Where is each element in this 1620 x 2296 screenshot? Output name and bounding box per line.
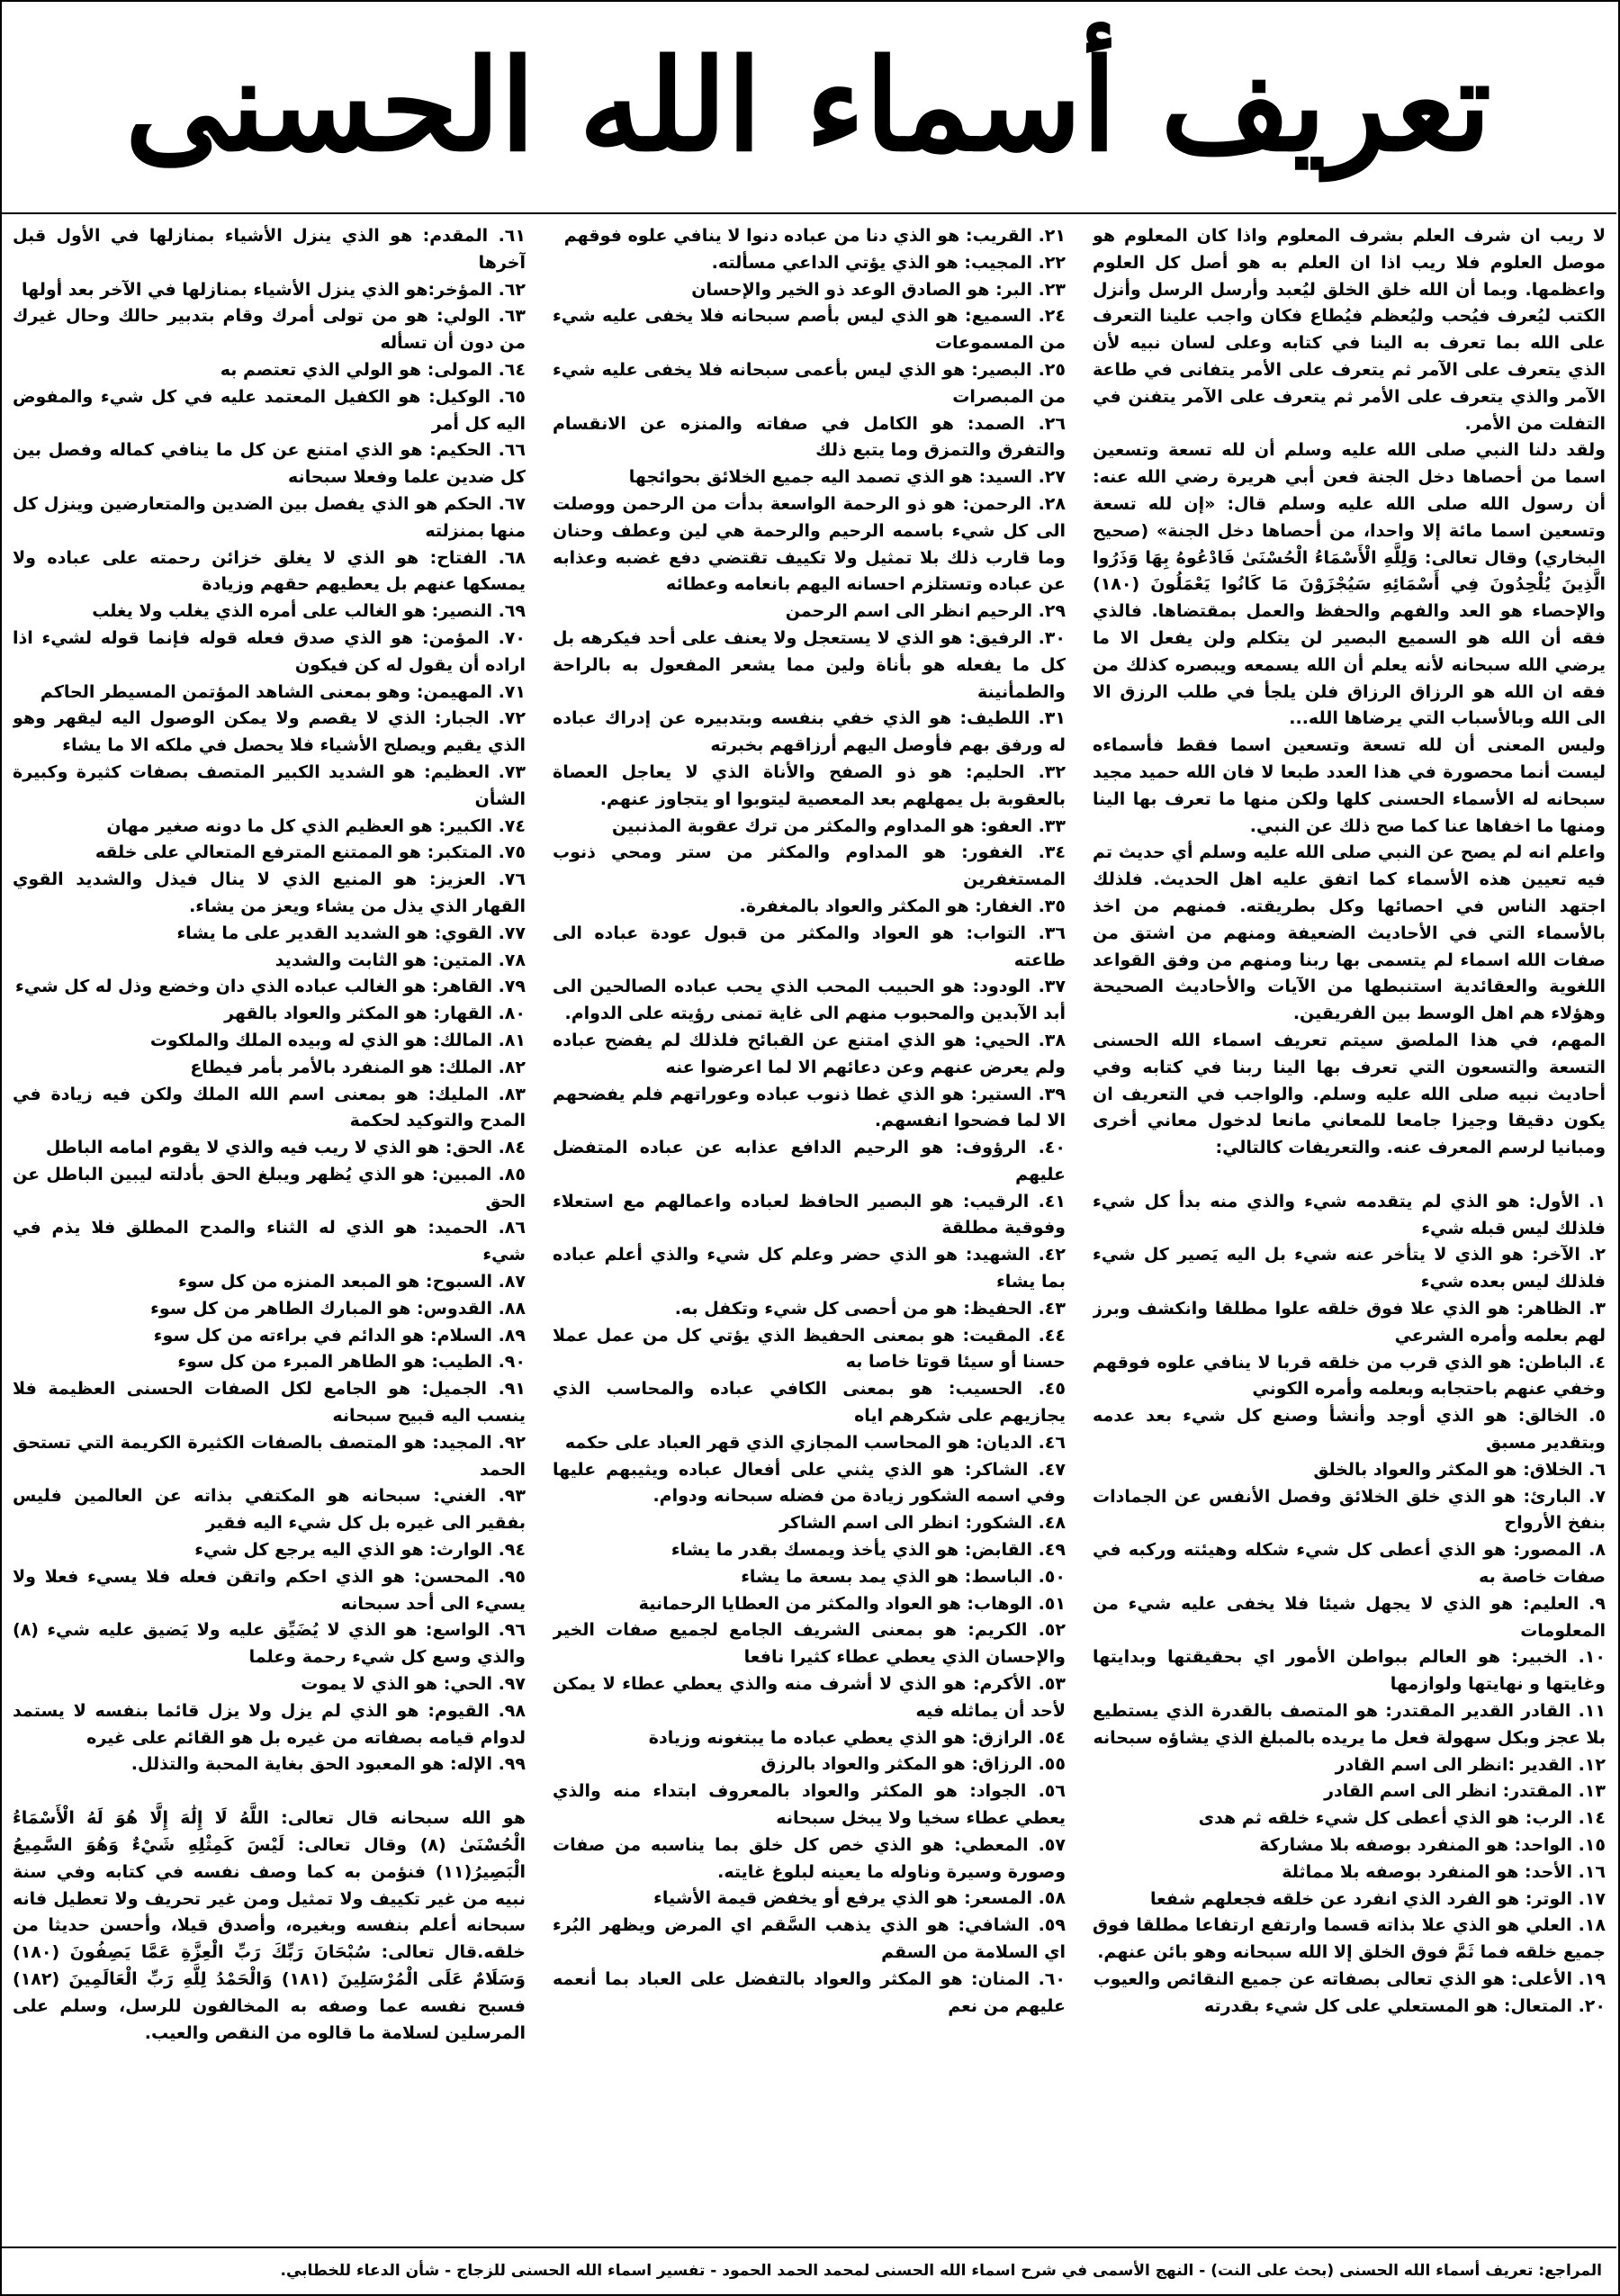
name-definition: ٧٠. المؤمن: هو الذي صدق فعله قوله فإنما قوله لشيء اذا اراده أن يقول له كن فيكون <box>13 627 526 675</box>
name-definition: ٧٤. الكبير: هو العظيم الذي كل ما دونه صغير مهان <box>106 815 526 836</box>
name-definition: ١. الأول: هو الذي لم يتقدمه شيء والذي منه بدأ كل شيء فلذلك ليس قبله شيء <box>1093 1191 1606 1238</box>
name-definition: ٥. الخالق: هو الذي أوجد وأنشأ وصنع كل شيء بعد عدمه وبتقدير مسبق <box>1093 1406 1606 1454</box>
name-definition: ٤٤. المقيت: هو بمعنى الحفيظ الذي يؤتي كل من عمل عملا حسنا أو سيئا قوتا خاصا به <box>553 1325 1066 1373</box>
name-definition: ١٠. الخبير: هو العالم ببواطن الأمور اي بحقيقتها وبدايتها وغايتها و نهايتها ولوازمها <box>1093 1647 1606 1695</box>
name-definition: ٢١. القريب: هو الذي دنا من عباده دنوا لا ينافي علوه فوقهم <box>563 226 1066 246</box>
name-definition: ٣٥. الغفار: هو المكثر والعواد بالمغفرة. <box>739 896 1066 916</box>
name-definition: ٨٦. الحميد: هو الذي له الثناء والمدح المطلق فلا يذم في شيء <box>13 1218 526 1265</box>
name-definition: ٢٣. البر: هو الصادق الوعد ذو الخير والإحسان <box>691 279 1066 300</box>
name-definition: ٤٩. القابض: هو الذي يأخذ ويمسك بقدر ما يشاء <box>670 1540 1066 1561</box>
name-definition: ٦٥. الوكيل: هو الكفيل المعتمد عليه في كل شيء والمفوض اليه كل أمر <box>13 386 526 434</box>
page-title: تعريف أسماء الله الحسنى <box>124 32 1492 180</box>
name-definition: ٧٧. القوي: هو الشديد القدير على ما يشاء <box>176 923 526 943</box>
name-definition: ١١. القادر القدير المقتدر: هو المتصف بالقدرة الذي يستطيع بلا عجز وبكل سهولة فعل ما يريده بالمبلغ الذي يشاؤه سبحانه <box>1093 1701 1606 1748</box>
intro-paragraph: لا ريب ان شرف العلم بشرف المعلوم واذا كان المعلوم هو موصل العلوم فلا ريب اذا ان العلم به هو أصل كل العلوم واعظمها. وبما أن الله خلق الخلق ليُعبد وأرسل الرسل وأنزل الكتب ليُعرف فيُحب وليُعظم فيُطاع فكان واجب علينا التعرف على الله بما تعرف به الينا في كتابه وعلى لسان نبيه لأن الذي يتعرف على الآمر ثم يتعرف على الأمر يتفانى في طاعة الآمر والذي يتعرف على الأمر ثم يتعرف على الآمر يتفنن في التفلت من الأمر. <box>1093 226 1606 434</box>
intro-paragraph: واعلم انه لم يصح عن النبي صلى الله عليه وسلم أي حديث تم فيه تعيين هذه الأسماء كما اتفق عليه اهل الحديث. فلذلك اجتهد الناس في احصائها وكل بطريقته. فمنهم من اخذ بالأسماء التي في الأحاديث الضعيفة ومنهم من اشتق من صفات الله اسماء لم يتسمى بها ربنا ومنهم من وفق القواعد اللغوية والعقائدية استنبطها من الآيات والأحاديث الصحيحة وهؤلاء هم اهل الوسط بين الفريقين. <box>1093 842 1606 1024</box>
name-definition: ١٧. الوتر: هو الفرد الذي انفرد عن خلقه فجعلهم شفعا <box>1150 1888 1606 1909</box>
name-definition: ٩١. الجميل: هو الجامع لكل الصفات الحسنى العظيمة فلا ينسب اليه قبيح سبحانه <box>13 1379 526 1427</box>
name-definition: ٩٥. المحسن: هو الذي احكم واتقن فعله فلا يسيء فعلا ولا يسيء الى أحد سبحانه <box>13 1566 526 1614</box>
name-definition: ٥٩. الشافي: هو الذي يذهب السَّقم اي المرض ويظهر البُرء اي السلامة من السقم <box>553 1915 1066 1962</box>
name-definition: ٩٣. الغني: سبحانه هو المكتفي بذاته عن العالمين فليس بفقير الى غيره بل كل شيء اليه فقير <box>13 1486 526 1534</box>
name-definition: ٤٣. الحفيظ: هو من أحصى كل شيء وتكفل به. <box>674 1298 1066 1319</box>
column-middle <box>553 223 1066 2236</box>
name-definition: ٥٦. الجواد: هو المكثر والعواد بالمعروف ابتداء منه والذي يعطي عطاء سخيا ولا يبخل سبحانه <box>553 1781 1066 1829</box>
name-definition: ٨٥. المبين: هو الذي يُظهر ويبلغ الحق بأدلته ليبين الباطل عن الحق <box>13 1164 526 1211</box>
column-left <box>13 223 526 2236</box>
name-definition: ٨١. المالك: هو الذي له وبيده الملك والملكوت <box>149 1030 526 1050</box>
name-definition: ٤١. الرقيب: هو البصير الحافظ لعباده واعمالهم مع استعلاء وفوقية مطلقة <box>553 1191 1066 1238</box>
name-definition: ١٩. الأعلى: هو الذي تعالى بصفاته عن جميع النقائص والعيوب <box>1093 1969 1606 1989</box>
name-definition: ٩٧. الحي: هو الذي لا يموت <box>301 1674 526 1695</box>
name-definition: ٨٨. القدوس: هو المبارك الطاهر من كل سوء <box>150 1298 526 1319</box>
name-definition: ٢٠. المتعال: هو المستعلي على كل شيء بقدرته <box>1203 1995 1606 2016</box>
spacer <box>1093 1162 1606 1189</box>
name-definition: ٣٧. الودود: هو الحبيب المحب الذي يحب عباده الصالحين الى أبد الآبدين والمحبوب منهم الى غاية تمنى رؤيته على الدوام. <box>553 977 1066 1024</box>
name-definition: ٣٣. العفو: هو المداوم والمكثر من ترك عقوبة المذنبين <box>612 815 1066 836</box>
name-definition: ٢٧. السيد: هو الذي تصمد اليه جميع الخلائق بحوائجها <box>628 467 1066 488</box>
name-definition: ٦٧. الحكم هو الذي يفصل بين الضدين والمتعارضين وينزل كل منها بمنزلته <box>13 493 526 541</box>
name-definition: ٦٠. المنان: هو المكثر والعواد بالتفضل على العباد بما أنعمه عليهم من نعم <box>553 1968 1066 2016</box>
name-definition: ٥٨. المسعر: هو الذي يرفع أو يخفض قيمة الأشياء <box>653 1888 1066 1909</box>
name-definition: ٤. الباطن: هو الذي قرب من خلقه قربا لا ينافي علوه فوقهم وخفي عنهم باحتجابه وبعلمه وأمره الكوني <box>1093 1352 1606 1400</box>
name-definition: ٢٩. الرحيم انظر الى اسم الرحمن <box>785 601 1066 622</box>
name-definition: ٨. المصور: هو الذي أعطى كل شيء شكله وهيئته وركبه في صفات خاصة به <box>1093 1540 1606 1588</box>
name-definition: ٧٨. المتين: هو الثابت والشديد <box>274 950 526 970</box>
name-definition: ٣٢. الحليم: هو ذو الصفح والأناة الذي لا يعاجل العصاة بالعقوبة بل يمهلهم بعد المعصية ليتوبوا او يتجاوز عنهم. <box>553 761 1066 809</box>
name-definition: ٤٢. الشهيد: هو الذي حضر وعلم كل شيء والذي أعلم عباده بما يشاء <box>553 1245 1066 1292</box>
name-definition: ٣٤. الغفور: هو المداوم والمكثر من ستر ومحي ذنوب المستغفرين <box>553 842 1066 890</box>
name-definition: ١٦. الأحد: هو المنفرد بوصفه بلا مماثلة <box>1282 1861 1606 1882</box>
name-definition: ٦١. المقدم: هو الذي ينزل الأشياء بمنازلها في الأول قبل آخرها <box>13 226 526 273</box>
name-definition: ٩٢. المجيد: هو المتصف بالصفات الكثيرة الكريمة التي تستحق الحمد <box>13 1432 526 1480</box>
name-definition: ٢٦. الصمد: هو الكامل في صفاته والمنزه عن الانقسام والتفرق والتمزق وما يتبع ذلك <box>553 413 1066 461</box>
name-definition: ٣. الظاهر: هو الذي علا فوق خلقه علوا مطلقا وانكشف وبرز لهم بعلمه وأمره الشرعي <box>1093 1299 1606 1346</box>
name-definition: ٥٤. الرازق: هو الذي يعطي عباده ما يبتغونه وزيادة <box>648 1727 1066 1748</box>
name-definition: ٥٥. الرزاق: هو المكثر والعواد بالرزق <box>760 1754 1066 1775</box>
name-definition: ٨٩. السلام: هو الدائم في براءته من كل سوء <box>153 1325 526 1346</box>
name-definition: ٧٥. المتكبر: هو الممتنع المترفع المتعالي على خلقه <box>94 842 526 863</box>
name-definition: ٩٨. القيوم: هو الذي لم يزل ولا يزل قائما بنفسه لا يستمد لدوام قيامه بصفاته من غيره بل هو القائم على غيره <box>13 1700 526 1748</box>
name-definition: ٥٧. المعطي: هو الذي خص كل خلق بما يناسبه من صفات وصورة وسيرة وناوله ما يعينه لبلوغ غايته. <box>553 1834 1066 1882</box>
name-definition: ١٨. العلي هو الذي علا بذاته قسما وارتفع ارتفاعا مطلقا فوق جميع خلقه فما ثَمَّ فوق الخلق إلا الله سبحانه وهو بائن عنهم. <box>1093 1915 1606 1963</box>
spacer <box>13 1778 526 1805</box>
name-definition: ٣١. اللطيف: هو الذي خفي بنفسه وبتدبيره عن إدراك عباده له ورفق بهم فأوصل اليهم أرزاقهم بخبرته <box>553 708 1066 756</box>
name-definition: ١٣. المقتدر: انظر الى اسم القادر <box>1324 1781 1606 1802</box>
name-definition: ٦. الخلاق: هو المكثر والعواد بالخلق <box>1313 1459 1606 1480</box>
name-definition: ٧٩. القاهر: هو الغالب عباده الذي دان وخضع وذل له كل شيء <box>15 977 526 997</box>
content-columns <box>11 223 1606 2236</box>
name-definition: ٦٢. المؤخر:هو الذي ينزل الأشياء بمنازلها في الآخر بعد أولها <box>22 279 526 300</box>
references-footer <box>0 2246 1616 2292</box>
intro-paragraph: وليس المعنى أن لله تسعة وتسعين اسما فقط فأسماءه ليست أنما محصورة في هذا العدد طبعا لا فان الله حميد مجيد سبحانه له الأسماء الحسنى كلها ولكن منها ما تعرف بها الينا ومنها ما اخفاها عنا كما صح ذلك عن النبي. <box>1093 735 1606 836</box>
name-definition: ٣٩. الستير: هو الذي غطا ذنوب عباده وعوراتهم فلم يفضحهم الا لما فضحوا انفسهم. <box>553 1084 1066 1131</box>
name-definition: ٢٢. المجيب: هو الذي يؤتي الداعي مسألته. <box>711 252 1066 273</box>
names-list-21-60 <box>553 223 1066 2020</box>
name-definition: ٩٦. الواسع: هو الذي لا يُضَيِّق عليه ولا يَضيق عليه شيء (٨) والذي وسع كل شيء رحمة وعلما <box>13 1620 526 1668</box>
title-banner <box>0 0 1616 214</box>
name-definition: ٨٣. المليك: هو بمعنى اسم الله الملك ولكن فيه زيادة في المدح والتوكيد لحكمة <box>13 1084 526 1131</box>
intro-paragraph: المهم، في هذا الملصق سيتم تعريف اسماء الله الحسنى التسعة والتسعون التي تعرف بها الينا ربنا في كتابه وفي أحاديث نبيه صلى الله عليه وسلم. والواجب في التعريف ان يكون دقيقا وجيزا جامعا للمعاني مانعا لدخول معاني أخرى ومبانيا لرسم المعرف عنه. والتعريفات كالتالي: <box>1093 1030 1606 1158</box>
name-definition: ٨٧. السبوح: هو المبعد المنزه من كل سوء <box>178 1272 526 1292</box>
name-definition: ٩٤. الوارث: هو الذي اليه يرجع كل شيء <box>194 1540 526 1561</box>
name-definition: ٥١. الوهاب: هو العواد والمكثر من العطايا الرحمانية <box>638 1593 1066 1614</box>
name-definition: ١٢. القدير :انظر الى اسم القادر <box>1335 1754 1606 1775</box>
name-definition: ٧١. المهيمن: وهو بمعنى الشاهد المؤتمن المسيطر الحاكم <box>40 681 526 702</box>
intro-paragraph: ولقد دلنا النبي صلى الله عليه وسلم أن لله تسعة وتسعين اسما من أحصاها دخل الجنة فعن أبي هريرة رضي الله عنه: أن رسول الله صلى الله عليه وسلم قال: «إن لله تسعة وتسعين اسما مائة إلا واحدا، من أحصاها دخل الجنة» (صحيح البخاري) وقال تعالى: وَلِلَّهِ الْأَسْمَاءُ الْحُسْنَىٰ فَادْعُوهُ بِهَا وَذَرُوا الَّذِينَ يُلْحِدُونَ فِي أَسْمَائِهِ سَيُجْزَوْنَ مَا كَانُوا يَعْمَلُونَ (١٨٠) والإحصاء هو العد والفهم والحفظ والعمل بمقتضاها. فالذي فقه أن الله هو السميع البصير لن يتكلم ولن يفعل الا ما يرضي الله سبحانه لأنه يعلم أن الله يسمعه ويبصره كذلك من فقه ان الله هو الرزاق الرزاق فلن يلجأ في طلب الرزق الا الى الله وبالأسباب التي يرضاها الله... <box>1093 440 1606 729</box>
name-definition: ٨٤. الحق: هو الذي لا ريب فيه والذي لا يقوم امامه الباطل <box>45 1138 526 1158</box>
name-definition: ٣٠. الرفيق: هو الذي لا يستعجل ولا يعنف على أحد فيكرهه بل كل ما يفعله هو بأناة ولين مما يشعر المفعول به بالراحة والطمأنينة <box>553 627 1066 702</box>
name-definition: ٧٦. العزيز: هو المنيع الذي لا ينال فيذل والشديد القوي القهار الذي يذل من يشاء ويعز من يشاء. <box>13 869 526 916</box>
name-definition: ٢. الآخر: هو الذي لا يتأخر عنه شيء بل اليه يَصير كل شيء فلذلك ليس بعده شيء <box>1093 1245 1606 1292</box>
name-definition: ٢٥. البصير: هو الذي ليس بأعمى سبحانه فلا يخفى عليه شيء من المبصرات <box>553 359 1066 407</box>
name-definition: ٧. البارئ: هو الذي خلق الخلائق وفصل الأنفس عن الجمادات بنفخ الأرواح <box>1093 1486 1606 1534</box>
name-definition: ٩٩. الإله: هو المعبود الحق بغاية المحبة والتذلل. <box>130 1754 526 1775</box>
name-definition: ٤٧. الشاكر: هو الذي يثني على أفعال عباده ويثيبهم عليها وفي اسمه الشكور زيادة من فضله سبحانه ودوام. <box>553 1459 1066 1507</box>
name-definition: ٤٨. الشكور: انظر الى اسم الشاكر <box>779 1513 1066 1534</box>
column-right <box>1093 223 1606 2236</box>
name-definition: ٦٣. الولي: هو من تولى أمرك وقام بتدبير حالك وحال غيرك من دون أن تسأله <box>13 306 526 354</box>
name-definition: ٩٠. الطيب: هو الطاهر المبرء من كل سوء <box>177 1352 526 1373</box>
name-definition: ٧٢. الجبار: الذي لا يقصم ولا يمكن الوصول اليه ليقهر وهو الذي يقيم ويصلح الأشياء فلا يحصل في ملكه الا ما يشاء <box>13 708 526 756</box>
name-definition: ٩. العليم: هو الذي لا يجهل شيئا فلا يخفى عليه شيء من المعلومات <box>1093 1593 1606 1641</box>
name-definition: ٣٦. التواب: هو العواد والمكثر من قبول عودة عباده الى طاعته <box>553 923 1066 970</box>
name-definition: ٨٠. القهار: هو المكثر والعواد بالقهر <box>224 1004 526 1024</box>
name-definition: ٨٢. الملك: هو المنفرد بالأمر بأمر فيطاع <box>190 1057 526 1077</box>
name-definition: ٦٩. النصير: هو الغالب على أمره الذي يغلب ولا يغلب <box>92 601 526 622</box>
name-definition: ٤٠. الرؤوف: هو الرحيم الدافع عذابه عن عباده المتفضل عليهم <box>553 1138 1066 1184</box>
names-list-61-99 <box>13 223 526 1778</box>
name-definition: ٦٤. المولى: هو الولي الذي تعتصم به <box>220 359 526 380</box>
name-definition: ١٤. الرب: هو الذي أعطى كل شيء خلقه ثم هدى <box>1198 1808 1606 1829</box>
name-definition: ٥٣. الأكرم: هو الذي لا أشرف منه والذي يعطي عطاء لا يمكن لأحد أن يماثله فيه <box>553 1674 1066 1721</box>
name-definition: ٦٦. الحكيم: هو الذي امتنع عن كل ما ينافي كماله وفصل بين كل ضدين علما وفعلا سبحانه <box>13 440 526 488</box>
name-definition: ٦٨. الفتاح: هو الذي لا يغلق خزائن رحمته على عباده ولا يمسكها عنهم بل يعطيهم حقهم وزيادة <box>13 547 526 595</box>
name-definition: ٤٥. الحسيب: هو بمعنى الكافي عباده والمحاسب الذي يجازيهم على شكرهم اياه <box>553 1379 1066 1427</box>
references-text: المراجع: تعريف أسماء الله الحسنى (بحث على النت) - النهج الأسمى في شرح اسماء الله الحسنى لمحمد الحمد الحمود - تفسير اسماء الله الحسنى للزجاج - شأن الدعاء للخطابي. <box>280 2261 1602 2280</box>
closing-paragraph: هو الله سبحانه قال تعالى: اللَّهُ لَا إِلَٰهَ إِلَّا هُوَ لَهُ الْأَسْمَاءُ الْحُسْنَىٰ (٨) وقال تعالى: لَيْسَ كَمِثْلِهِ شَيْءٌ وَهُوَ السَّمِيعُ الْبَصِيرُ(١١) فنؤمن به كما وصف نفسه في كتابه وفي سنة نبيه من غير تكييف ولا تمثيل ومن غير تحريف ولا تعطيل فانه سبحانه أعلم بنفسه وبغيره، وأصدق قيلا، وأحسن حديثا من خلقه.قال تعالى: سُبْحَانَ رَبِّكَ رَبِّ الْعِزَّةِ عَمَّا يَصِفُونَ (١٨٠) وَسَلَامٌ عَلَى الْمُرْسَلِينَ (١٨١) وَالْحَمْدُ لِلَّهِ رَبِّ الْعَالَمِينَ (١٨٢) فسبح نفسه عما وصفه به المخالفون للرسل، وسلم على المرسلين لسلامة ما قالوه من النقص والعيب. <box>13 1808 526 2043</box>
name-definition: ٢٨. الرحمن: هو ذو الرحمة الواسعة بدأت من الرحمن ووصلت الى كل شيء باسمه الرحيم والرحمة هي لين وعطف وحنان وما قارب ذلك بلا تمثيل ولا تكييف تقتضي دفع غضبه وعذابه عن عباده وتستلزم احسانه اليهم بانعامه وعطائه <box>553 493 1066 595</box>
name-definition: ٣٨. الحيي: هو الذي امتنع عن القبائح فلذلك لم يفضح عباده ولم يعرض عنهم وعن دعائهم الا لما اعرضوا عنه <box>553 1030 1066 1077</box>
name-definition: ٢٤. السميع: هو الذي ليس بأصم سبحانه فلا يخفى عليه شيء من المسموعات <box>553 306 1066 354</box>
names-list-1-20 <box>1093 1189 1606 2021</box>
name-definition: ٥٠. الباسط: هو الذي يمد بسعة ما يشاء <box>741 1566 1066 1587</box>
name-definition: ٥٢. الكريم: هو بمعنى الشريف الجامع لجميع صفات الخير والإحسان الذي يعطي عطاء كثيرا نافعا <box>553 1620 1066 1668</box>
name-definition: ١٥. الواحد: هو المنفرد بوصفه بلا مشاركة <box>1259 1835 1606 1856</box>
name-definition: ٧٣. العظيم: هو الشديد الكبير المتصف بصفات كثيرة وكبيرة الشأن <box>13 761 526 809</box>
name-definition: ٤٦. الديان: هو المحاسب المجازي الذي قهر العباد على حكمه <box>564 1432 1066 1453</box>
